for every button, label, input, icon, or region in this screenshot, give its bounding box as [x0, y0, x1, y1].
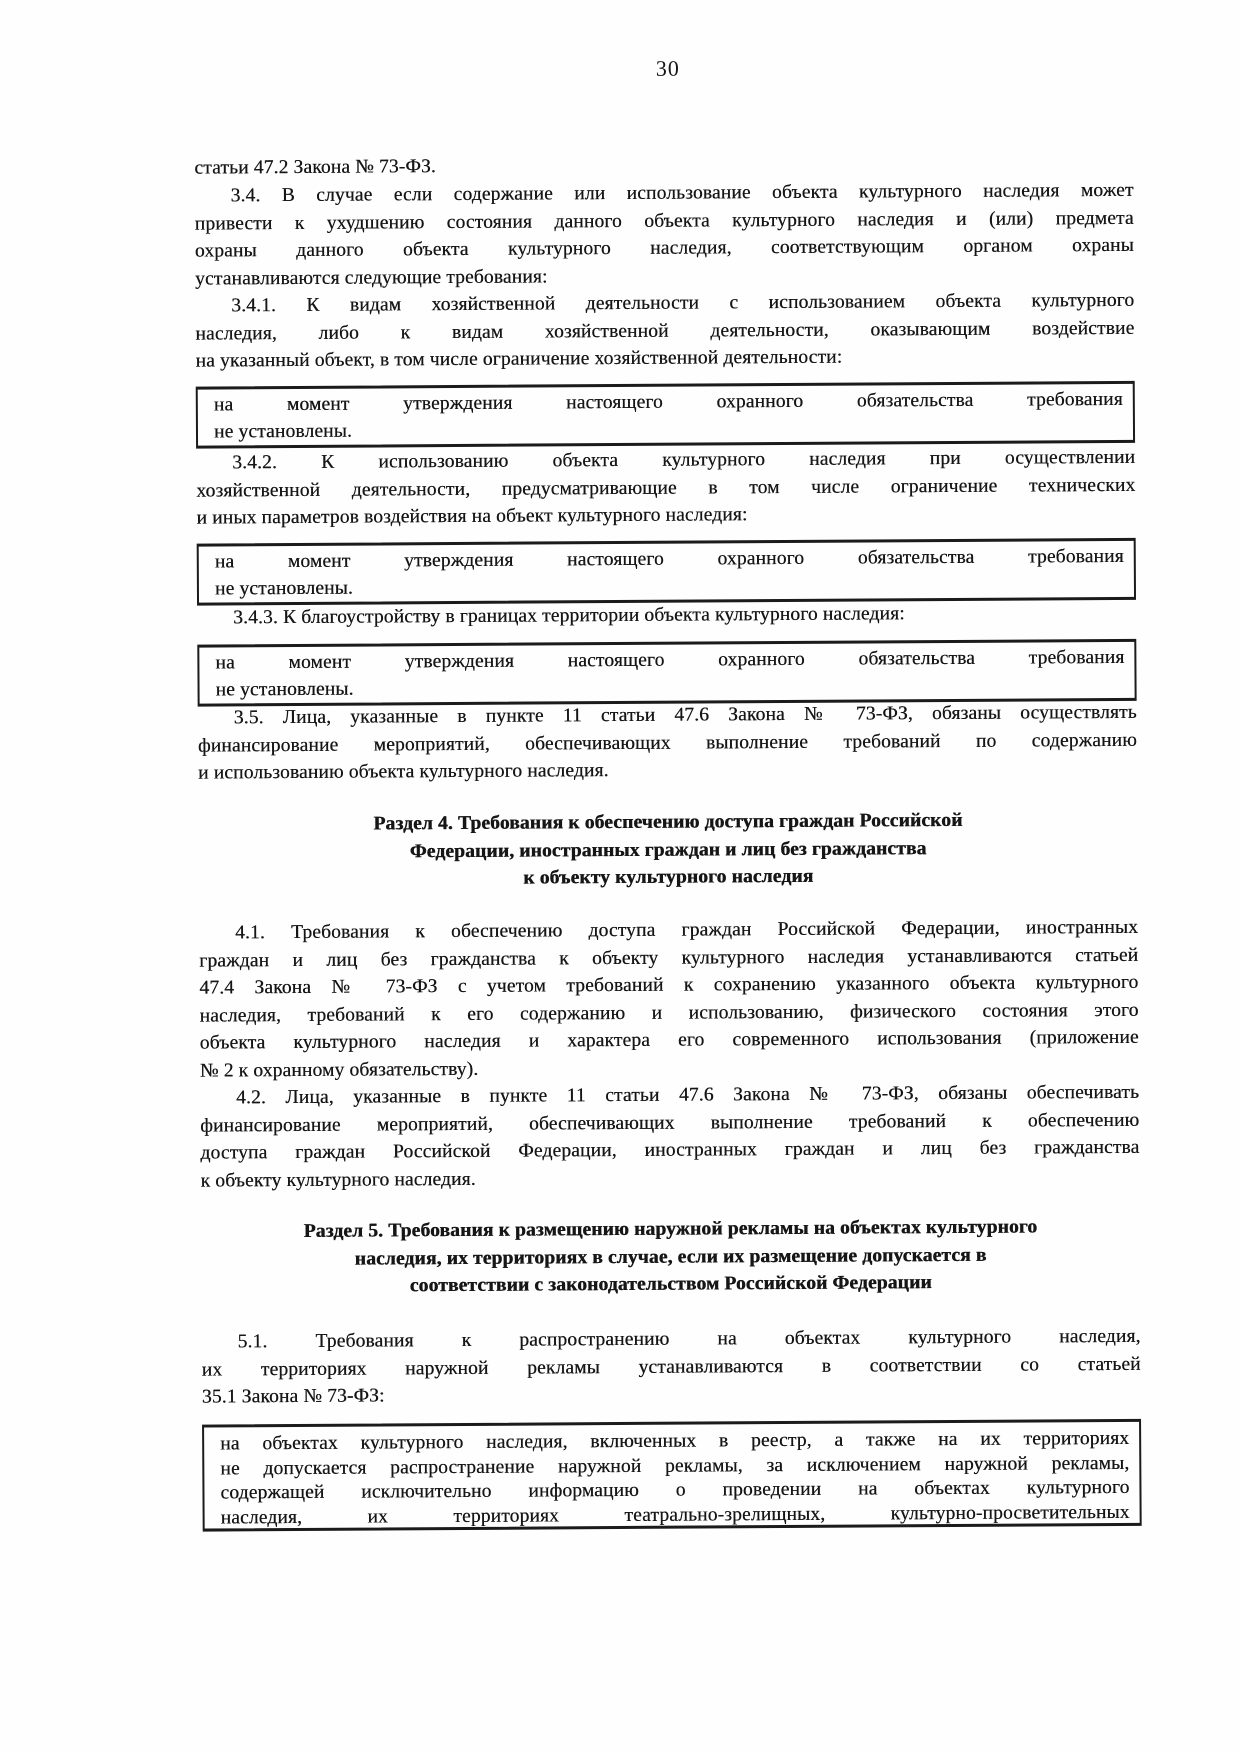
- text-line: хозяйственной деятельности, предусматривающие в том числе ограничение технических: [196, 474, 1136, 502]
- requirements-box-3: [197, 639, 1136, 707]
- text-line: не установлены.: [215, 678, 354, 701]
- text-line: 35.1 Закона № 73-ФЗ:: [201, 1385, 385, 1408]
- text-line: 4.1. Требования к обеспечению доступа граждан Российской Федерации, иностранных: [234, 916, 1139, 944]
- section-5-heading: [201, 1213, 1140, 1301]
- text-line: 3.5. Лица, указанные в пункте 11 статьи 47.6 Закона № 73-ФЗ, обязаны осуществлять: [233, 701, 1137, 729]
- section-4-heading: [198, 806, 1137, 894]
- text-line: статьи 47.2 Закона № 73-ФЗ.: [194, 156, 436, 179]
- paragraph-3-5: [198, 699, 1137, 787]
- text-line: содержащей исключительно информацию о проведении на объектах культурного: [220, 1476, 1130, 1504]
- heading-line: к объекту культурного наследия: [523, 865, 814, 889]
- paragraph-4-1: [199, 914, 1139, 1085]
- heading-line: Раздел 5. Требования к размещению наружной рекламы на объектах культурного: [303, 1216, 1038, 1242]
- paragraph-3-4-1: [195, 287, 1134, 375]
- requirements-box-1: [196, 381, 1135, 449]
- paragraph-3-4-2: [196, 444, 1135, 532]
- page-number: 30: [655, 55, 680, 81]
- text-line: 3.4.2. К использованию объекта культурного наследия при осуществлении: [232, 446, 1136, 474]
- paragraph-3-4: [194, 177, 1134, 293]
- paragraph-3-4-3: [197, 599, 1136, 632]
- heading-line: наследия, их территориях в случае, если их размещение допускается в: [354, 1244, 987, 1270]
- paragraph-5-1: [201, 1323, 1140, 1411]
- text-line: 3.4.1. К видам хозяйственной деятельности с использованием объекта культурного: [231, 289, 1135, 317]
- requirements-box-2: [197, 538, 1136, 606]
- text-line: и иных параметров воздействия на объект культурного наследия:: [196, 504, 748, 529]
- text-line: охраны данного объекта культурного наследия, соответствующим органом охраны: [194, 234, 1134, 262]
- text-line: 3.4. В случае если содержание или использование объекта культурного наследия может: [230, 179, 1134, 207]
- text-line: не установлены.: [214, 577, 353, 600]
- text-line: не допускается распространение наружной рекламы, за исключением наружной рекламы,: [220, 1452, 1130, 1479]
- paragraph-4-2: [200, 1079, 1140, 1195]
- text-line: их территориях наружной рекламы устанавливаются в соответствии со статьей: [201, 1353, 1141, 1381]
- text-line: финансирование мероприятий, обеспечивающих выполнение требований к обеспечению: [200, 1109, 1140, 1137]
- text-line: на момент утверждения настоящего охранного обязательства требования: [214, 545, 1124, 573]
- text-line: 3.4.3. К благоустройству в границах территории объекта культурного наследия:: [233, 603, 905, 629]
- text-line: устанавливаются следующие требования:: [194, 265, 548, 290]
- text-line: финансирование мероприятий, обеспечивающих выполнение требований по содержанию: [197, 729, 1137, 757]
- advertising-restriction-box: [202, 1419, 1142, 1532]
- text-line: наследия, требований к его содержанию и использованию, физического состояния этого: [199, 999, 1139, 1027]
- text-line: и использованию объекта культурного наследия.: [198, 760, 609, 784]
- text-line: на момент утверждения настоящего охранного обязательства требования: [213, 388, 1123, 416]
- text-line: 5.1. Требования к распространению на объектах культурного наследия,: [237, 1325, 1141, 1353]
- text-line: не установлены.: [213, 420, 353, 443]
- text-line: 47.4 Закона № 73-ФЗ с учетом требований к сохранению указанного объекта культурного: [199, 971, 1139, 999]
- text-line: доступа граждан Российской Федерации, иностранных граждан и лиц без гражданства: [200, 1136, 1140, 1164]
- heading-line: Федерации, иностранных граждан и лиц без гражданства: [409, 837, 927, 862]
- text-line: наследия, их территориях театрально-зрелищных, культурно-просветительных: [220, 1501, 1130, 1528]
- text-line: на момент утверждения настоящего охранного обязательства требования: [215, 646, 1125, 674]
- text-line: привести к ухудшению состояния данного объекта культурного наследия и (или) предмета: [194, 207, 1134, 235]
- text-line: на объектах культурного наследия, включенных в реестр, а также на их территориях: [220, 1427, 1130, 1455]
- text-line: к объекту культурного наследия.: [200, 1168, 476, 1192]
- text-line: 4.2. Лица, указанные в пункте 11 статьи 47.6 Закона № 73-ФЗ, обязаны обеспечивать: [235, 1081, 1140, 1109]
- text-line: граждан и лиц без гражданства к объекту культурного наследия устанавливаются статьей: [199, 944, 1139, 972]
- text-line: наследия, либо к видам хозяйственной деятельности, оказывающим воздействие: [195, 317, 1135, 345]
- text-line: объекта культурного наследия и характера его современного использования (приложение: [199, 1026, 1139, 1054]
- text-line: на указанный объект, в том числе ограничение хозяйственной деятельности:: [195, 346, 843, 372]
- heading-line: соответствии с законодательством Российской Федерации: [409, 1272, 932, 1297]
- heading-line: Раздел 4. Требования к обеспечению доступа граждан Российской: [373, 809, 963, 835]
- text-line: № 2 к охранному обязательству).: [199, 1058, 479, 1082]
